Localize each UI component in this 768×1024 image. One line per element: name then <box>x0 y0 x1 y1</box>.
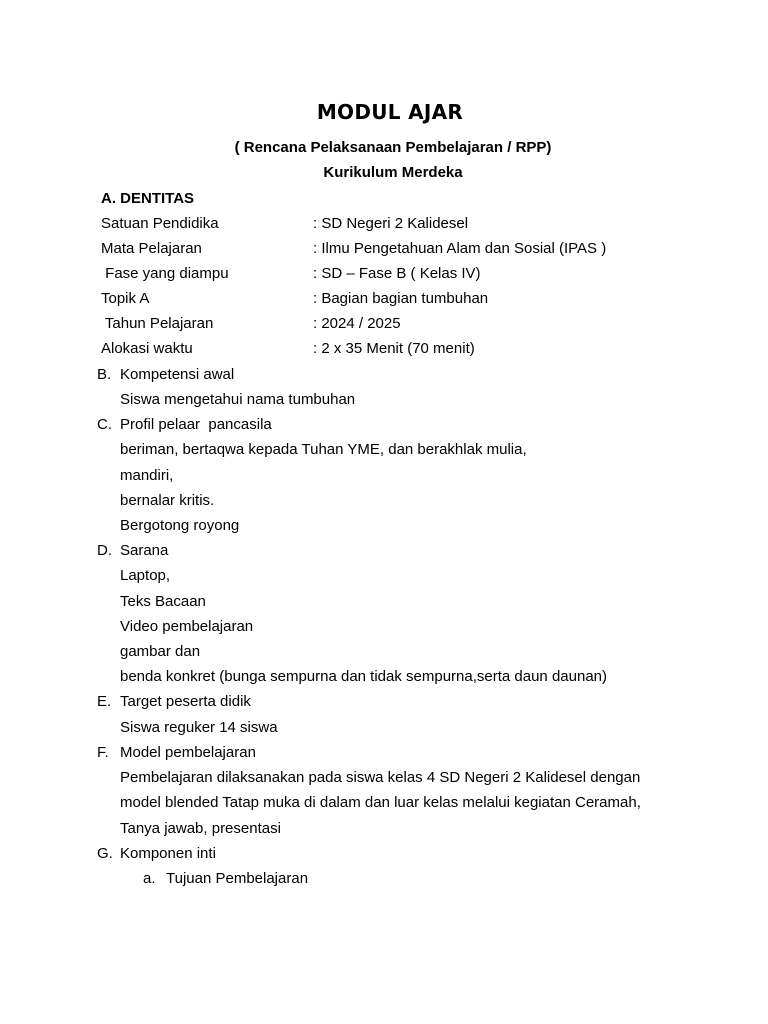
section-heading: Komponen inti <box>120 845 216 862</box>
section-line: beriman, bertaqwa kepada Tuhan YME, dan berakhlak mulia, <box>120 441 527 458</box>
section-heading: Target peserta didik <box>120 693 251 710</box>
identity-value: : Ilmu Pengetahuan Alam dan Sosial (IPAS ) <box>313 240 607 257</box>
section-heading: Kompetensi awal <box>120 366 235 383</box>
section-marker: C. <box>97 416 112 433</box>
section-line: Video pembelajaran <box>120 618 254 635</box>
section-line: model blended Tatap muka di dalam dan luar kelas melalui kegiatan Ceramah, <box>120 794 641 811</box>
section-line: benda konkret (bunga sempurna dan tidak sempurna,serta daun daunan) <box>120 668 607 685</box>
curriculum-label: Kurikulum Merdeka <box>323 164 463 181</box>
identity-heading: A. DENTITAS <box>101 190 195 207</box>
section-line: Teks Bacaan <box>120 593 206 610</box>
identity-label: Fase yang diampu <box>101 265 229 282</box>
identity-value: : 2024 / 2025 <box>313 315 401 332</box>
section-heading: Model pembelajaran <box>120 744 256 761</box>
section-line: mandiri, <box>120 467 174 484</box>
identity-label: Tahun Pelajaran <box>101 315 214 332</box>
identity-label: Mata Pelajaran <box>101 240 202 257</box>
subitem-label: Tujuan Pembelajaran <box>166 870 309 887</box>
section-heading: Sarana <box>120 542 169 559</box>
identity-value: : SD Negeri 2 Kalidesel <box>313 215 469 232</box>
section-marker: D. <box>97 542 112 559</box>
section-marker: E. <box>97 693 112 710</box>
section-line: bernalar kritis. <box>120 492 215 509</box>
section-marker: G. <box>97 845 113 862</box>
section-line: Tanya jawab, presentasi <box>120 820 281 837</box>
identity-label: Satuan Pendidika <box>101 215 219 232</box>
section-heading: Profil pelaar pancasila <box>120 416 272 433</box>
section-line: Laptop, <box>120 567 171 584</box>
section-line: gambar dan <box>120 643 201 660</box>
subitem-marker: a. <box>143 870 156 887</box>
section-line: Pembelajaran dilaksanakan pada siswa kelas 4 SD Negeri 2 Kalidesel dengan <box>120 769 641 786</box>
document-subtitle: ( Rencana Pelaksanaan Pembelajaran / RPP) <box>234 139 552 156</box>
identity-value: : 2 x 35 Menit (70 menit) <box>313 340 475 357</box>
identity-value: : Bagian bagian tumbuhan <box>313 290 489 307</box>
identity-label: Topik A <box>101 290 150 307</box>
section-line: Bergotong royong <box>120 517 240 534</box>
section-line: Siswa reguker 14 siswa <box>120 719 278 736</box>
section-marker: B. <box>97 366 112 383</box>
section-line: Siswa mengetahui nama tumbuhan <box>120 391 356 408</box>
identity-label: Alokasi waktu <box>101 340 193 357</box>
section-marker: F. <box>97 744 109 761</box>
document-title: MODUL AJAR <box>316 100 464 124</box>
identity-value: : SD – Fase B ( Kelas IV) <box>313 265 481 282</box>
